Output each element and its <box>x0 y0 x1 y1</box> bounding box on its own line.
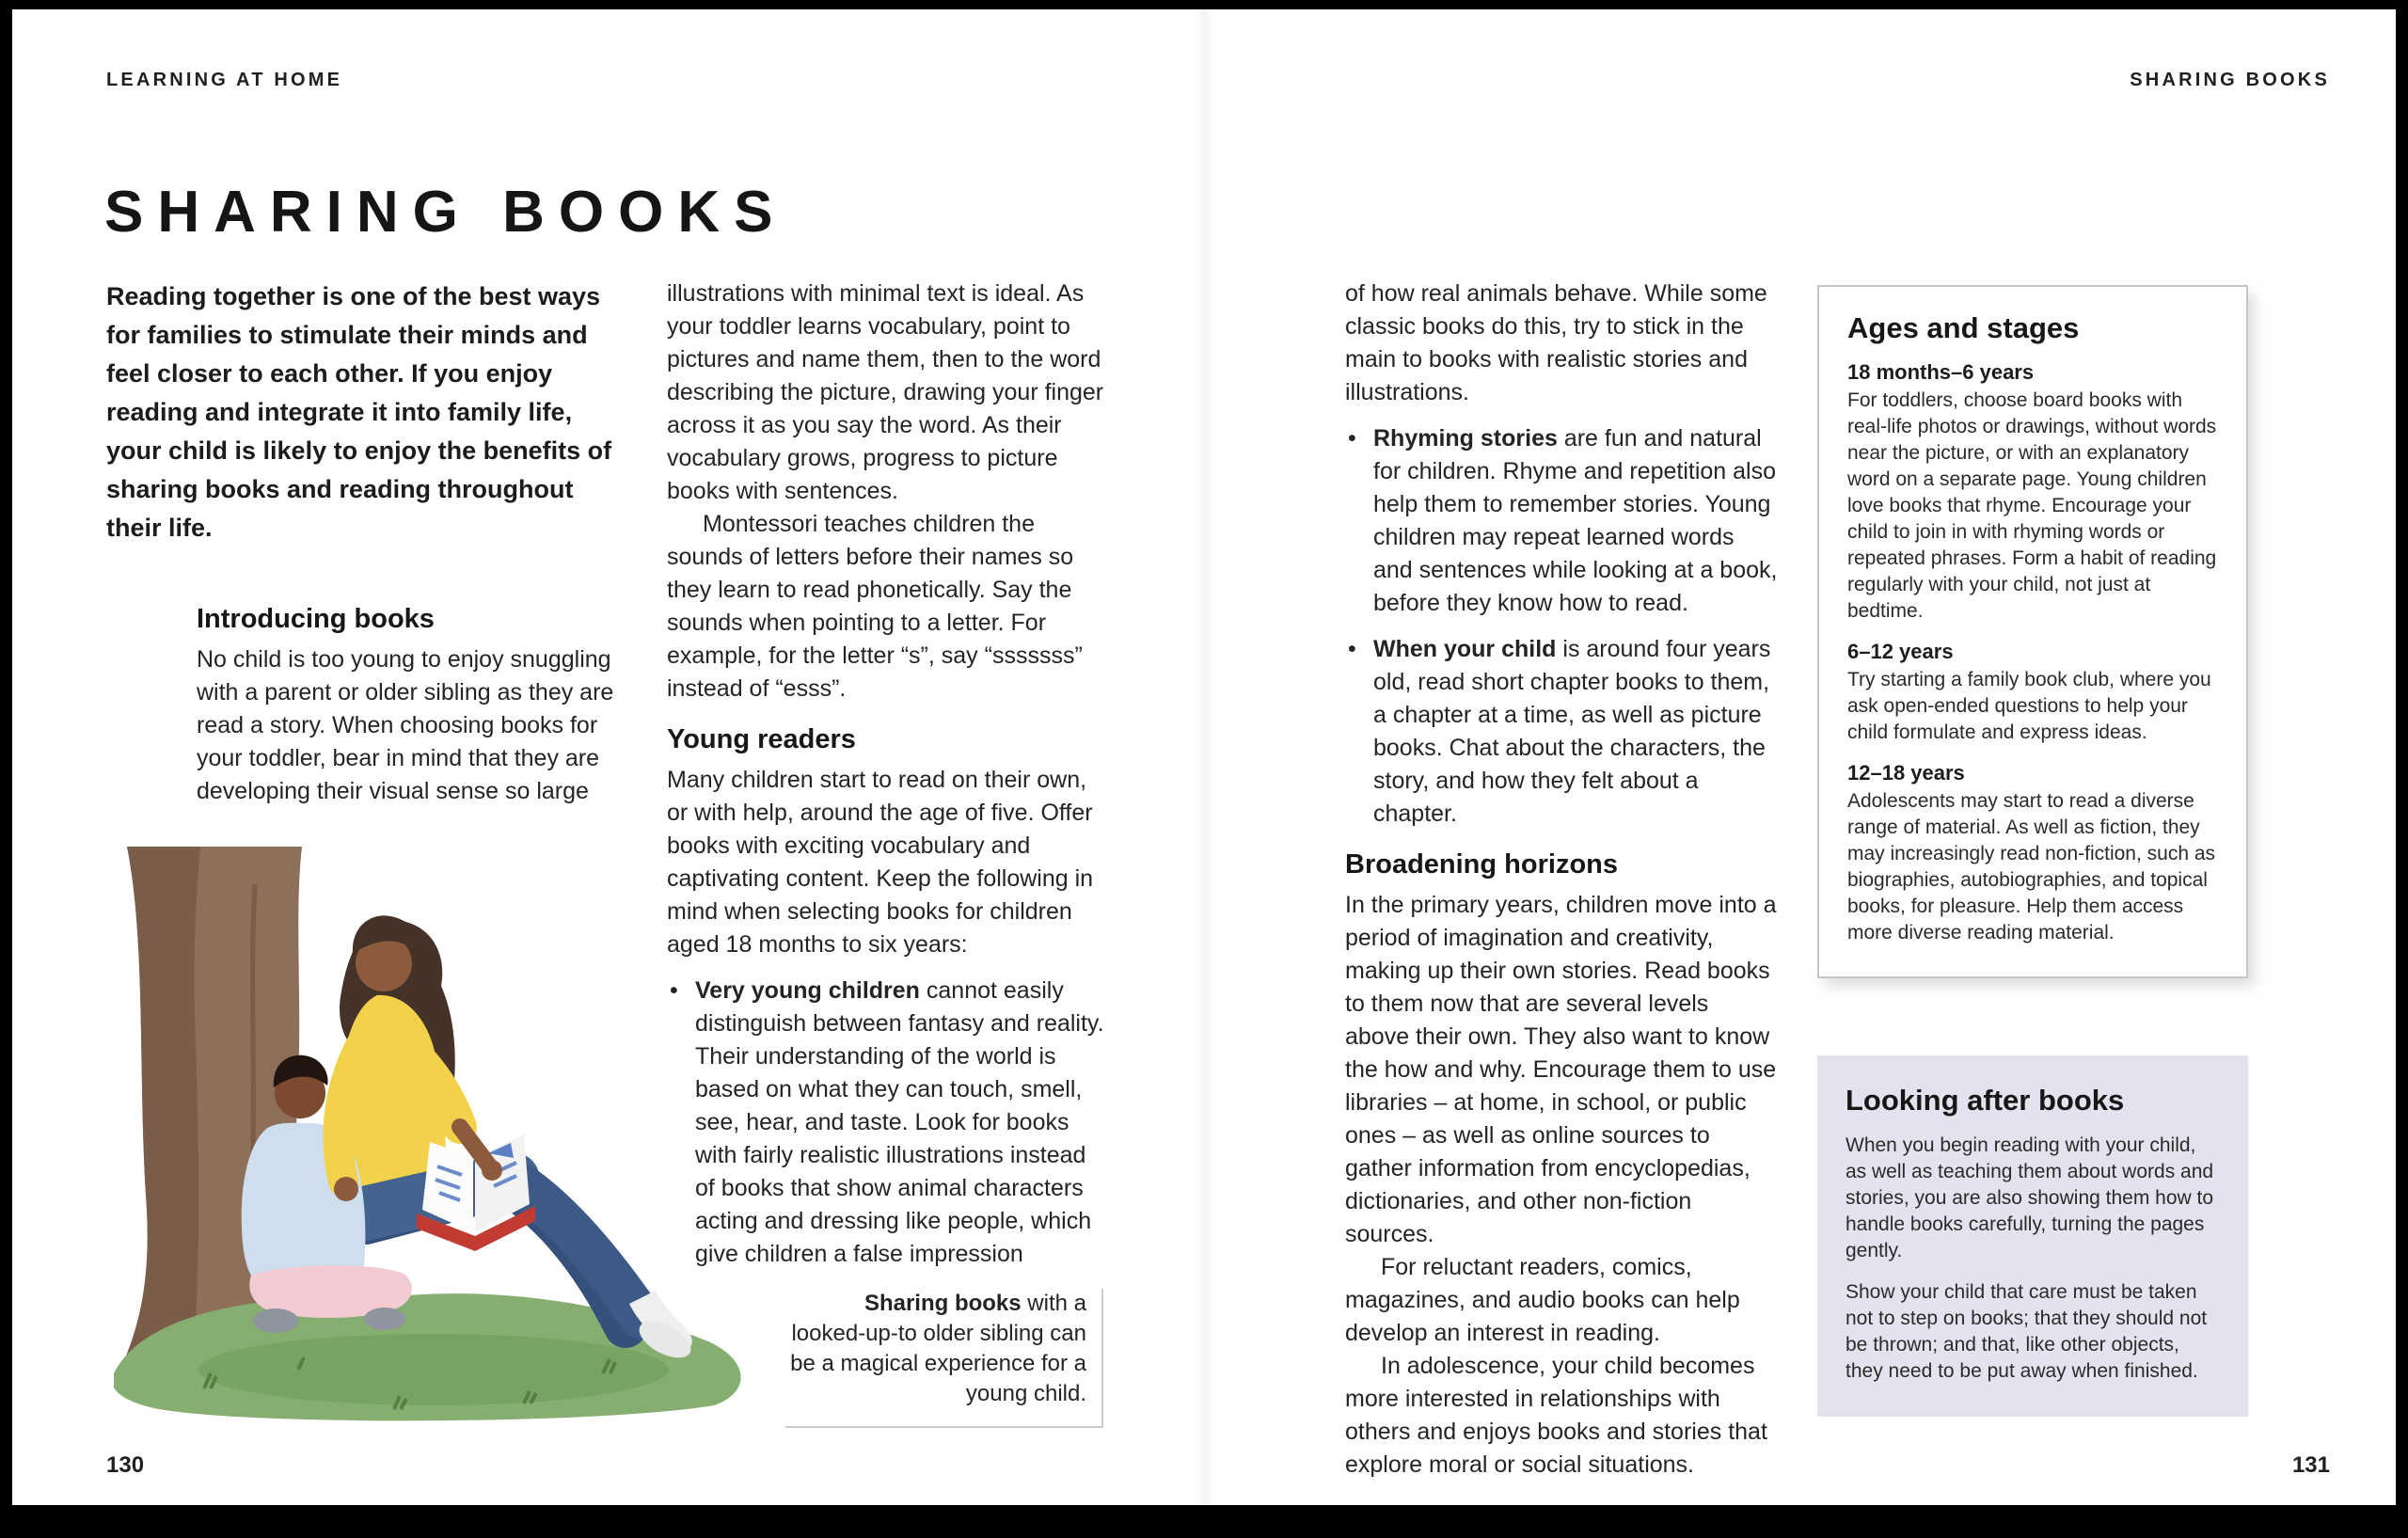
caption-text: with a looked-up-to older sibling can be a magical experience for a young child. <box>790 1291 1086 1406</box>
body-paragraph: Many children start to read on their own, or with help, around the age of five. Offer books with exciting vocabulary and captivating content. Keep the following in mind when selecting books for children aged 18 months to six years: <box>667 767 1094 958</box>
stage-body: Try starting a family book club, where you ask open-ended questions to help your child formulate and express ideas. <box>1847 669 2211 743</box>
care-box-heading: Looking after books <box>1846 1084 2125 1117</box>
bullet-item-when-your-child <box>1345 633 1778 831</box>
care-box-paragraph: When you begin reading with your child, as well as teaching them about words and stories, you are also showing them how to handle books carefully, turning the pages gently. <box>1846 1134 2214 1261</box>
body-paragraph: Montessori teaches children the sounds of letters before their names so they learn to read phonetically. Say the sounds when pointing to a letter. For example, for the letter “s”, say “sssssss” instead of “esss”. <box>667 511 1083 702</box>
introducing-books-heading: Introducing books <box>197 604 435 634</box>
mother-hand-on-book <box>482 1160 502 1181</box>
caption-lead: Sharing books <box>863 1291 1022 1316</box>
stage-body: For toddlers, choose board books with real-life photos or drawings, without words near the picture, or with an explanatory word on a separate page. Young children love books that rhyme. Encourage your child to join in with rhyming words or repeated phrases. Form a habit of reading regularly with your child, not just at bedtime. <box>1847 389 2217 622</box>
mother-hug-hand <box>334 1177 358 1201</box>
bullet-lead: When your child <box>1373 636 1557 662</box>
child-shoe-right <box>364 1308 405 1330</box>
bullet-text: are fun and natural for children. Rhyme and repetition also help them to remember stories. Young children may repeat learned words and sentences while looking at a book, before they know how to read. <box>1373 425 1778 616</box>
bullet-text: cannot easily distinguish between fantasy and reality. Their understanding of the world is based on what they can touch, smell, see, hear, and taste. Look for books with fairly realistic illustrations instead of books that show animal characters acting and dressing like people, which give children a false impression <box>695 977 1104 1267</box>
page-number-right: 131 <box>2291 1452 2330 1478</box>
section-introducing-books <box>197 604 629 808</box>
body-paragraph: In adolescence, your child becomes more interested in relationships with others and enjoys books and stories that explore moral or social situations. <box>1345 1353 1767 1478</box>
bullet-text: is around four years old, read short chapter books to them, a chapter at a time, as well as picture books. Chat about the characters, the story, and how they felt about a chapter. <box>1373 636 1771 827</box>
young-readers-heading: Young readers <box>667 724 856 754</box>
introducing-books-paragraph: No child is too young to enjoy snuggling with a parent or older sibling as they are read a story. When choosing books for your toddler, bear in mind that they are developing their visual sense so large <box>197 646 614 804</box>
right-page-column-1 <box>1345 277 1778 1482</box>
book-spread <box>12 9 2396 1505</box>
bullet-item-rhyming-stories <box>1345 422 1778 620</box>
body-paragraph: In the primary years, children move into a period of imagination and creativity, making up their own stories. Read books to them now that are several levels above their own. They also want to know the how and why. Encourage them to use libraries – at home, in school, or public ones – as well as online sources to gather information from encyclopedias, dictionaries, and other non-fiction sources. <box>1345 892 1777 1247</box>
body-paragraph: of how real animals behave. While some classic books do this, try to stick in the main to books with realistic stories and illustrations. <box>1345 280 1767 405</box>
bullet-lead: Very young children <box>695 977 920 1004</box>
care-box-paragraph: Show your child that care must be taken not to step on books; that they should not be thrown; and that, like other objects, they need to be put away when finished. <box>1846 1281 2208 1382</box>
ages-and-stages-box <box>1817 285 2248 978</box>
stage-body: Adolescents may start to read a diverse range of material. As well as fiction, they may increasingly read non-fiction, such as biographies, autobiographies, and topical books, for pleasure. Help them access more diverse reading material. <box>1847 790 2216 943</box>
bullet-lead: Rhyming stories <box>1373 425 1558 452</box>
stage-label: 18 months–6 years <box>1847 360 2035 384</box>
intro-paragraph: Reading together is one of the best ways for families to stimulate their minds and feel closer to each other. If you enjoy reading and integrate it into family life, your child is likely to enjoy the benefits of sharing books and reading throughout their life. <box>106 282 612 542</box>
illustration-caption <box>785 1289 1103 1428</box>
child-shoe-left <box>253 1308 298 1333</box>
page-number-left: 130 <box>106 1452 145 1478</box>
left-page-column-2 <box>667 277 1105 1271</box>
looking-after-books-box <box>1817 1055 2248 1417</box>
spread-gutter-shadow <box>1196 9 1212 1505</box>
body-paragraph: illustrations with minimal text is ideal. As your toddler learns vocabulary, point to pictures and name them, then to the word describing the picture, drawing your finger across it as you say the word. As their vocabulary grows, progress to picture books with sentences. <box>667 280 1104 504</box>
stage-label: 12–18 years <box>1847 761 1965 785</box>
stage-label: 6–12 years <box>1847 640 1954 663</box>
page-title: SHARING BOOKS <box>104 180 787 245</box>
bullet-item-very-young-children <box>667 975 1105 1271</box>
running-header-right: SHARING BOOKS <box>2130 70 2330 90</box>
body-paragraph: For reluctant readers, comics, magazines, and audio books can help develop an interest in reading. <box>1345 1254 1740 1346</box>
ages-box-heading: Ages and stages <box>1847 311 2080 344</box>
broadening-horizons-heading: Broadening horizons <box>1345 849 1618 880</box>
running-header-left: LEARNING AT HOME <box>106 70 343 90</box>
mother-shin <box>513 1180 641 1317</box>
